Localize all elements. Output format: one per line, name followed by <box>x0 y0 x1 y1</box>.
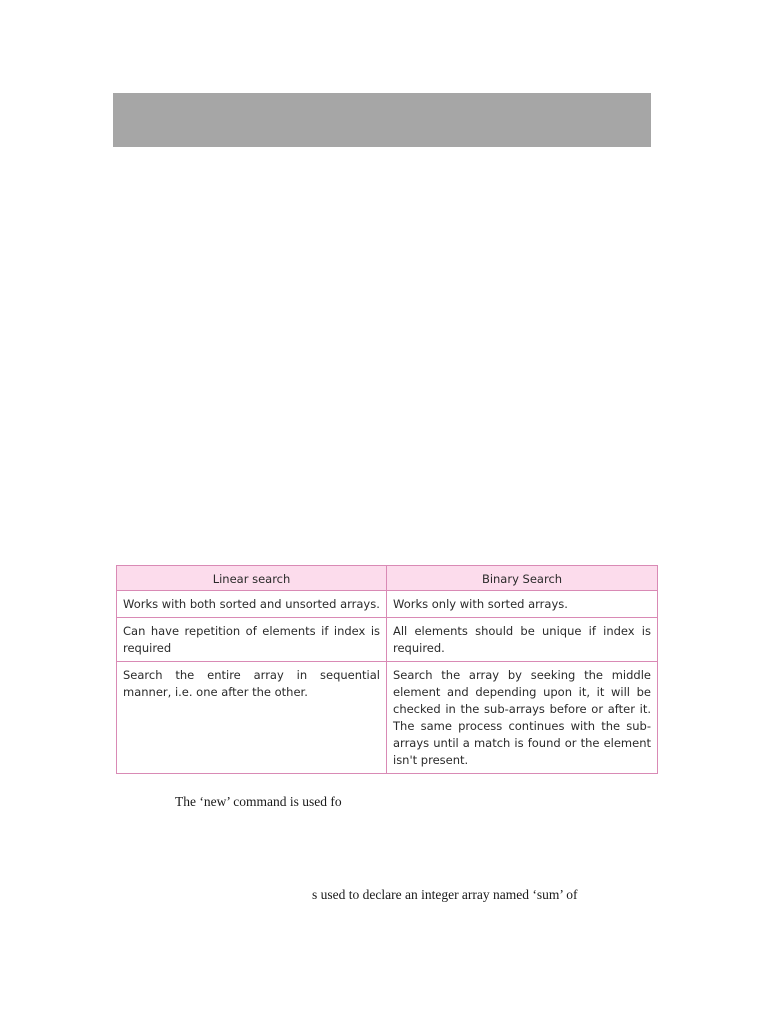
table-row <box>117 618 658 662</box>
table-cell: Works with both sorted and unsorted arrays. <box>117 591 387 618</box>
header-binary-search: Binary Search <box>387 566 658 591</box>
comparison-table <box>116 565 658 774</box>
body-text-line: The ‘new’ command is used fo <box>175 794 342 809</box>
table-cell: Search the array by seeking the middle element and depending upon it, it will be checked in the sub-arrays before or after it. The same process continues with the sub-arrays until a match is found or the element isn't present. <box>387 662 658 774</box>
table-cell: Works only with sorted arrays. <box>387 591 658 618</box>
body-text-line: s used to declare an integer array named ‘sum’ of <box>312 887 578 902</box>
table-row <box>117 662 658 774</box>
table-header-row <box>117 566 658 591</box>
table-row <box>117 591 658 618</box>
header-linear-search: Linear search <box>117 566 387 591</box>
header-banner <box>113 93 651 147</box>
table-cell: Can have repetition of elements if index is required <box>117 618 387 662</box>
table-cell: All elements should be unique if index is required. <box>387 618 658 662</box>
table-cell: Search the entire array in sequential manner, i.e. one after the other. <box>117 662 387 774</box>
